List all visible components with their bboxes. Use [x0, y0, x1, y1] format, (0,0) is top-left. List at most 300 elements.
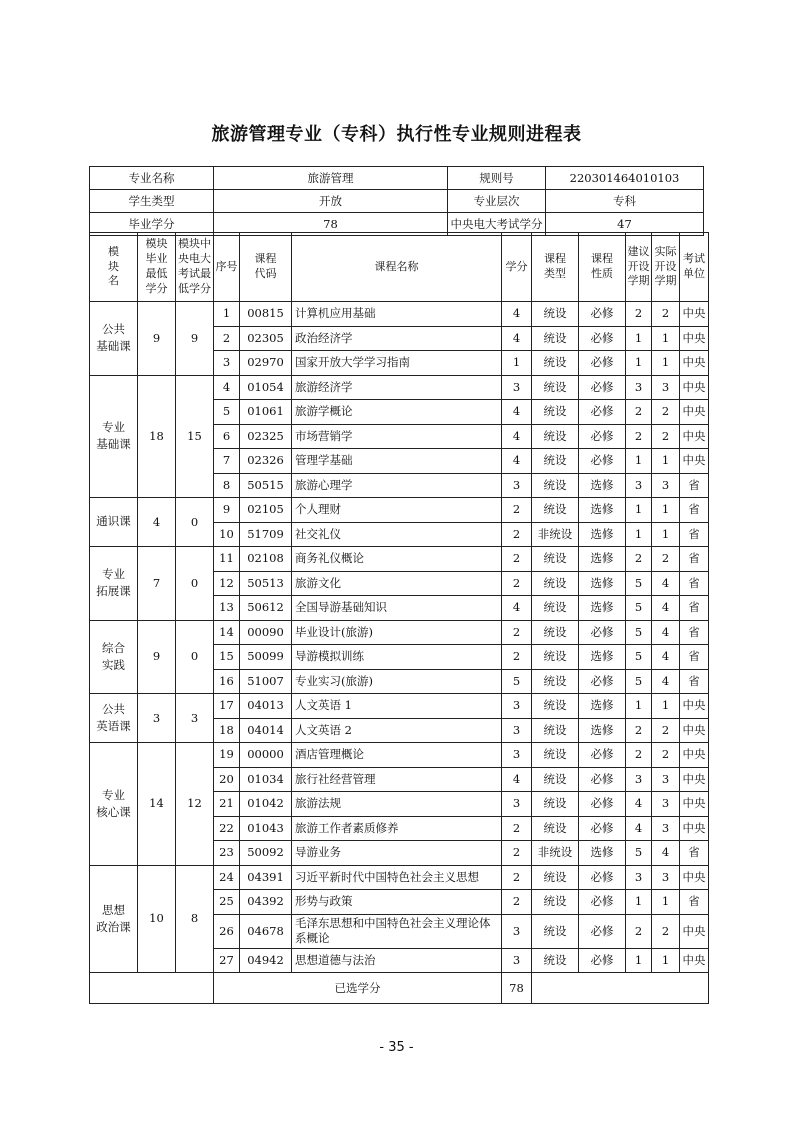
- course-type: 统设: [532, 547, 579, 572]
- major-name-value: 旅游管理: [214, 167, 448, 190]
- course-code: 00090: [240, 620, 292, 645]
- course-type: 统设: [532, 596, 579, 621]
- course-suggested-term: 2: [626, 743, 652, 768]
- level-value: 专科: [546, 190, 704, 213]
- course-type: 统设: [532, 890, 579, 915]
- course-credits: 4: [502, 302, 532, 327]
- course-nature: 选修: [579, 841, 626, 866]
- course-code: 50092: [240, 841, 292, 866]
- course-exam-unit: 省: [680, 620, 709, 645]
- course-name: 计算机应用基础: [292, 302, 502, 327]
- course-suggested-term: 5: [626, 620, 652, 645]
- module-central-min-credits: 3: [176, 694, 214, 743]
- module-min-credits: 18: [138, 375, 176, 498]
- course-type: 统设: [532, 351, 579, 376]
- course-exam-unit: 中央: [680, 914, 709, 948]
- course-suggested-term: 5: [626, 841, 652, 866]
- course-code: 04392: [240, 890, 292, 915]
- course-seq: 25: [214, 890, 240, 915]
- course-type: 统设: [532, 816, 579, 841]
- course-nature: 必修: [579, 743, 626, 768]
- course-exam-unit: 中央: [680, 718, 709, 743]
- course-nature: 选修: [579, 694, 626, 719]
- header-module: 模 块 名: [90, 233, 138, 302]
- course-credits: 2: [502, 571, 532, 596]
- course-actual-term: 1: [652, 694, 680, 719]
- course-code: 04942: [240, 948, 292, 973]
- rule-no-value: 220301464010103: [546, 167, 704, 190]
- rule-no-label: 规则号: [448, 167, 546, 190]
- course-actual-term: 1: [652, 449, 680, 474]
- module-central-min-credits: 0: [176, 620, 214, 694]
- course-row: [90, 302, 709, 327]
- course-credits: 4: [502, 326, 532, 351]
- course-suggested-term: 2: [626, 424, 652, 449]
- course-code: 00000: [240, 743, 292, 768]
- course-exam-unit: 省: [680, 547, 709, 572]
- module-central-min-credits: 8: [176, 865, 214, 973]
- course-code: 02326: [240, 449, 292, 474]
- course-exam-unit: 省: [680, 473, 709, 498]
- document-title: 旅游管理专业（专科）执行性专业规则进程表: [211, 124, 582, 145]
- course-seq: 2: [214, 326, 240, 351]
- course-suggested-term: 2: [626, 718, 652, 743]
- course-type: 统设: [532, 645, 579, 670]
- course-type: 统设: [532, 326, 579, 351]
- course-name: 毕业设计(旅游): [292, 620, 502, 645]
- course-actual-term: 4: [652, 596, 680, 621]
- course-name: 旅游文化: [292, 571, 502, 596]
- course-seq: 17: [214, 694, 240, 719]
- course-type: 统设: [532, 375, 579, 400]
- course-seq: 9: [214, 498, 240, 523]
- course-credits: 4: [502, 596, 532, 621]
- central-exam-credits-value: 47: [546, 213, 704, 236]
- course-name: 旅游学概论: [292, 400, 502, 425]
- course-code: 50099: [240, 645, 292, 670]
- course-credits: 3: [502, 375, 532, 400]
- course-actual-term: 1: [652, 351, 680, 376]
- course-suggested-term: 1: [626, 694, 652, 719]
- header-seq: 序号: [214, 233, 240, 302]
- course-row: [90, 694, 709, 719]
- course-type: 统设: [532, 718, 579, 743]
- course-nature: 必修: [579, 351, 626, 376]
- course-suggested-term: 5: [626, 571, 652, 596]
- course-exam-unit: 中央: [680, 743, 709, 768]
- course-nature: 必修: [579, 400, 626, 425]
- course-exam-unit: 中央: [680, 865, 709, 890]
- course-suggested-term: 1: [626, 449, 652, 474]
- course-actual-term: 3: [652, 473, 680, 498]
- course-name: 旅游经济学: [292, 375, 502, 400]
- course-type: 统设: [532, 948, 579, 973]
- course-nature: 选修: [579, 547, 626, 572]
- course-credits: 3: [502, 473, 532, 498]
- course-seq: 24: [214, 865, 240, 890]
- course-suggested-term: 3: [626, 375, 652, 400]
- module-min-credits: 9: [138, 302, 176, 376]
- course-name: 社交礼仪: [292, 522, 502, 547]
- course-nature: 必修: [579, 890, 626, 915]
- course-exam-unit: 中央: [680, 449, 709, 474]
- course-exam-unit: 中央: [680, 694, 709, 719]
- course-name: 导游业务: [292, 841, 502, 866]
- course-exam-unit: 中央: [680, 816, 709, 841]
- course-credits: 2: [502, 816, 532, 841]
- course-seq: 18: [214, 718, 240, 743]
- course-code: 50515: [240, 473, 292, 498]
- course-credits: 2: [502, 645, 532, 670]
- course-exam-unit: 省: [680, 498, 709, 523]
- header-course-type: 课程 类型: [532, 233, 579, 302]
- course-code: 50612: [240, 596, 292, 621]
- course-nature: 必修: [579, 914, 626, 948]
- course-suggested-term: 1: [626, 498, 652, 523]
- course-name: 国家开放大学学习指南: [292, 351, 502, 376]
- header-course-nature: 课程 性质: [579, 233, 626, 302]
- course-exam-unit: 省: [680, 841, 709, 866]
- course-name: 管理学基础: [292, 449, 502, 474]
- course-code: 51007: [240, 669, 292, 694]
- course-name: 商务礼仪概论: [292, 547, 502, 572]
- module-min-credits: 4: [138, 498, 176, 547]
- total-credits: 78: [502, 973, 532, 1004]
- course-credits: 3: [502, 792, 532, 817]
- course-code: 02305: [240, 326, 292, 351]
- course-exam-unit: 省: [680, 522, 709, 547]
- course-actual-term: 2: [652, 424, 680, 449]
- course-seq: 11: [214, 547, 240, 572]
- course-nature: 必修: [579, 816, 626, 841]
- course-row: [90, 375, 709, 400]
- course-code: 04013: [240, 694, 292, 719]
- info-row: [90, 167, 704, 190]
- course-actual-term: 1: [652, 522, 680, 547]
- course-name: 旅行社经营管理: [292, 767, 502, 792]
- course-actual-term: 2: [652, 547, 680, 572]
- course-row: [90, 498, 709, 523]
- course-suggested-term: 3: [626, 865, 652, 890]
- course-seq: 4: [214, 375, 240, 400]
- course-seq: 15: [214, 645, 240, 670]
- course-name: 政治经济学: [292, 326, 502, 351]
- course-suggested-term: 1: [626, 326, 652, 351]
- course-code: 02325: [240, 424, 292, 449]
- header-course-code: 课程 代码: [240, 233, 292, 302]
- course-plan-table: [89, 232, 709, 1004]
- course-row: [90, 743, 709, 768]
- course-rows: [90, 302, 709, 973]
- course-credits: 3: [502, 718, 532, 743]
- module-name: 专业 核心课: [90, 743, 138, 866]
- course-suggested-term: 1: [626, 890, 652, 915]
- course-seq: 19: [214, 743, 240, 768]
- module-name: 思想 政治课: [90, 865, 138, 973]
- course-row: [90, 865, 709, 890]
- course-credits: 5: [502, 669, 532, 694]
- course-suggested-term: 2: [626, 914, 652, 948]
- info-row: [90, 190, 704, 213]
- major-name-label: 专业名称: [90, 167, 214, 190]
- module-central-min-credits: 15: [176, 375, 214, 498]
- course-nature: 必修: [579, 375, 626, 400]
- course-nature: 必修: [579, 424, 626, 449]
- course-exam-unit: 省: [680, 669, 709, 694]
- course-credits: 3: [502, 743, 532, 768]
- course-name: 专业实习(旅游): [292, 669, 502, 694]
- course-actual-term: 2: [652, 718, 680, 743]
- total-blank-cell: [532, 973, 709, 1004]
- module-min-credits: 14: [138, 743, 176, 866]
- course-nature: 选修: [579, 522, 626, 547]
- module-name: 专业 拓展课: [90, 547, 138, 621]
- course-seq: 3: [214, 351, 240, 376]
- course-actual-term: 4: [652, 571, 680, 596]
- student-type-value: 开放: [214, 190, 448, 213]
- course-exam-unit: 省: [680, 890, 709, 915]
- course-name: 思想道德与法治: [292, 948, 502, 973]
- course-exam-unit: 省: [680, 645, 709, 670]
- course-nature: 选修: [579, 645, 626, 670]
- course-name: 酒店管理概论: [292, 743, 502, 768]
- course-name: 全国导游基础知识: [292, 596, 502, 621]
- module-central-min-credits: 0: [176, 547, 214, 621]
- course-type: 统设: [532, 669, 579, 694]
- course-code: 51709: [240, 522, 292, 547]
- page-number: - 35 -: [379, 1040, 414, 1055]
- course-credits: 2: [502, 841, 532, 866]
- course-exam-unit: 中央: [680, 424, 709, 449]
- module-central-min-credits: 9: [176, 302, 214, 376]
- course-actual-term: 3: [652, 792, 680, 817]
- grad-credits-value: 78: [214, 213, 448, 236]
- course-credits: 2: [502, 498, 532, 523]
- course-credits: 4: [502, 424, 532, 449]
- course-exam-unit: 中央: [680, 351, 709, 376]
- course-name: 市场营销学: [292, 424, 502, 449]
- course-actual-term: 4: [652, 841, 680, 866]
- course-code: 01061: [240, 400, 292, 425]
- course-nature: 选修: [579, 498, 626, 523]
- course-name: 旅游法规: [292, 792, 502, 817]
- course-code: 04678: [240, 914, 292, 948]
- course-seq: 27: [214, 948, 240, 973]
- course-seq: 12: [214, 571, 240, 596]
- course-actual-term: 4: [652, 669, 680, 694]
- course-credits: 4: [502, 449, 532, 474]
- course-nature: 选修: [579, 718, 626, 743]
- course-suggested-term: 2: [626, 547, 652, 572]
- course-seq: 6: [214, 424, 240, 449]
- module-min-credits: 9: [138, 620, 176, 694]
- course-type: 非统设: [532, 522, 579, 547]
- course-seq: 16: [214, 669, 240, 694]
- course-nature: 必修: [579, 326, 626, 351]
- course-suggested-term: 3: [626, 473, 652, 498]
- course-seq: 13: [214, 596, 240, 621]
- course-type: 统设: [532, 302, 579, 327]
- course-suggested-term: 2: [626, 400, 652, 425]
- course-type: 统设: [532, 571, 579, 596]
- course-nature: 必修: [579, 620, 626, 645]
- total-label: 已选学分: [214, 973, 502, 1004]
- course-exam-unit: 中央: [680, 302, 709, 327]
- course-credits: 1: [502, 351, 532, 376]
- grad-credits-label: 毕业学分: [90, 213, 214, 236]
- module-name: 专业 基础课: [90, 375, 138, 498]
- course-seq: 22: [214, 816, 240, 841]
- header-row: [90, 233, 709, 302]
- course-suggested-term: 1: [626, 351, 652, 376]
- course-actual-term: 1: [652, 890, 680, 915]
- course-credits: 2: [502, 890, 532, 915]
- course-nature: 必修: [579, 948, 626, 973]
- course-suggested-term: 3: [626, 767, 652, 792]
- course-actual-term: 4: [652, 645, 680, 670]
- course-type: 统设: [532, 400, 579, 425]
- course-seq: 8: [214, 473, 240, 498]
- header-credits: 学分: [502, 233, 532, 302]
- course-actual-term: 2: [652, 743, 680, 768]
- header-course-name: 课程名称: [292, 233, 502, 302]
- course-name: 旅游工作者素质修养: [292, 816, 502, 841]
- course-seq: 10: [214, 522, 240, 547]
- course-exam-unit: 中央: [680, 375, 709, 400]
- course-exam-unit: 中央: [680, 326, 709, 351]
- course-type: 统设: [532, 767, 579, 792]
- course-type: 统设: [532, 473, 579, 498]
- course-name: 导游模拟训练: [292, 645, 502, 670]
- course-actual-term: 3: [652, 767, 680, 792]
- total-blank-cell: [90, 973, 214, 1004]
- course-name: 习近平新时代中国特色社会主义思想: [292, 865, 502, 890]
- course-code: 01043: [240, 816, 292, 841]
- course-type: 统设: [532, 743, 579, 768]
- course-suggested-term: 5: [626, 596, 652, 621]
- course-exam-unit: 中央: [680, 400, 709, 425]
- course-exam-unit: 中央: [680, 948, 709, 973]
- course-type: 统设: [532, 694, 579, 719]
- course-type: 统设: [532, 498, 579, 523]
- module-min-credits: 3: [138, 694, 176, 743]
- course-credits: 2: [502, 620, 532, 645]
- course-actual-term: 2: [652, 914, 680, 948]
- course-credits: 3: [502, 914, 532, 948]
- course-suggested-term: 5: [626, 669, 652, 694]
- course-code: 02970: [240, 351, 292, 376]
- header-central-exam-min-credits: 模块中 央电大 考试最 低学分: [176, 233, 214, 302]
- course-name: 毛泽东思想和中国特色社会主义理论体系概论: [292, 914, 502, 948]
- course-actual-term: 1: [652, 326, 680, 351]
- course-code: 00815: [240, 302, 292, 327]
- course-code: 01034: [240, 767, 292, 792]
- course-code: 02108: [240, 547, 292, 572]
- course-name: 人文英语 2: [292, 718, 502, 743]
- course-seq: 1: [214, 302, 240, 327]
- course-nature: 必修: [579, 767, 626, 792]
- module-name: 公共 英语课: [90, 694, 138, 743]
- course-nature: 必修: [579, 302, 626, 327]
- course-code: 01054: [240, 375, 292, 400]
- course-seq: 26: [214, 914, 240, 948]
- course-code: 01042: [240, 792, 292, 817]
- course-nature: 必修: [579, 865, 626, 890]
- course-nature: 选修: [579, 596, 626, 621]
- course-nature: 必修: [579, 669, 626, 694]
- module-central-min-credits: 0: [176, 498, 214, 547]
- course-code: 04014: [240, 718, 292, 743]
- course-actual-term: 3: [652, 816, 680, 841]
- course-credits: 4: [502, 400, 532, 425]
- major-info-table: [89, 166, 704, 236]
- course-type: 统设: [532, 449, 579, 474]
- course-type: 非统设: [532, 841, 579, 866]
- course-type: 统设: [532, 792, 579, 817]
- course-name: 人文英语 1: [292, 694, 502, 719]
- course-credits: 4: [502, 767, 532, 792]
- header-actual-term: 实际 开设 学期: [652, 233, 680, 302]
- course-suggested-term: 1: [626, 522, 652, 547]
- course-code: 50513: [240, 571, 292, 596]
- course-seq: 20: [214, 767, 240, 792]
- course-nature: 必修: [579, 449, 626, 474]
- course-type: 统设: [532, 914, 579, 948]
- course-actual-term: 4: [652, 620, 680, 645]
- header-module-min-credits: 模块 毕业 最低 学分: [138, 233, 176, 302]
- course-actual-term: 2: [652, 400, 680, 425]
- course-seq: 21: [214, 792, 240, 817]
- course-row: [90, 547, 709, 572]
- course-exam-unit: 省: [680, 571, 709, 596]
- module-min-credits: 7: [138, 547, 176, 621]
- course-actual-term: 3: [652, 375, 680, 400]
- total-row: [90, 973, 709, 1004]
- course-credits: 3: [502, 948, 532, 973]
- course-name: 形势与政策: [292, 890, 502, 915]
- course-actual-term: 3: [652, 865, 680, 890]
- course-nature: 选修: [579, 571, 626, 596]
- course-credits: 2: [502, 547, 532, 572]
- central-exam-credits-label: 中央电大考试学分: [448, 213, 546, 236]
- course-exam-unit: 省: [680, 596, 709, 621]
- course-credits: 3: [502, 694, 532, 719]
- course-seq: 23: [214, 841, 240, 866]
- course-nature: 选修: [579, 473, 626, 498]
- header-exam-unit: 考试 单位: [680, 233, 709, 302]
- course-row: [90, 620, 709, 645]
- course-exam-unit: 中央: [680, 792, 709, 817]
- course-suggested-term: 4: [626, 792, 652, 817]
- course-code: 04391: [240, 865, 292, 890]
- level-label: 专业层次: [448, 190, 546, 213]
- course-nature: 必修: [579, 792, 626, 817]
- course-suggested-term: 4: [626, 816, 652, 841]
- module-name: 公共 基础课: [90, 302, 138, 376]
- course-type: 统设: [532, 424, 579, 449]
- course-suggested-term: 5: [626, 645, 652, 670]
- course-suggested-term: 2: [626, 302, 652, 327]
- course-suggested-term: 1: [626, 948, 652, 973]
- course-actual-term: 2: [652, 302, 680, 327]
- course-type: 统设: [532, 865, 579, 890]
- module-name: 通识课: [90, 498, 138, 547]
- course-seq: 5: [214, 400, 240, 425]
- module-name: 综合 实践: [90, 620, 138, 694]
- course-code: 02105: [240, 498, 292, 523]
- course-seq: 14: [214, 620, 240, 645]
- course-credits: 2: [502, 865, 532, 890]
